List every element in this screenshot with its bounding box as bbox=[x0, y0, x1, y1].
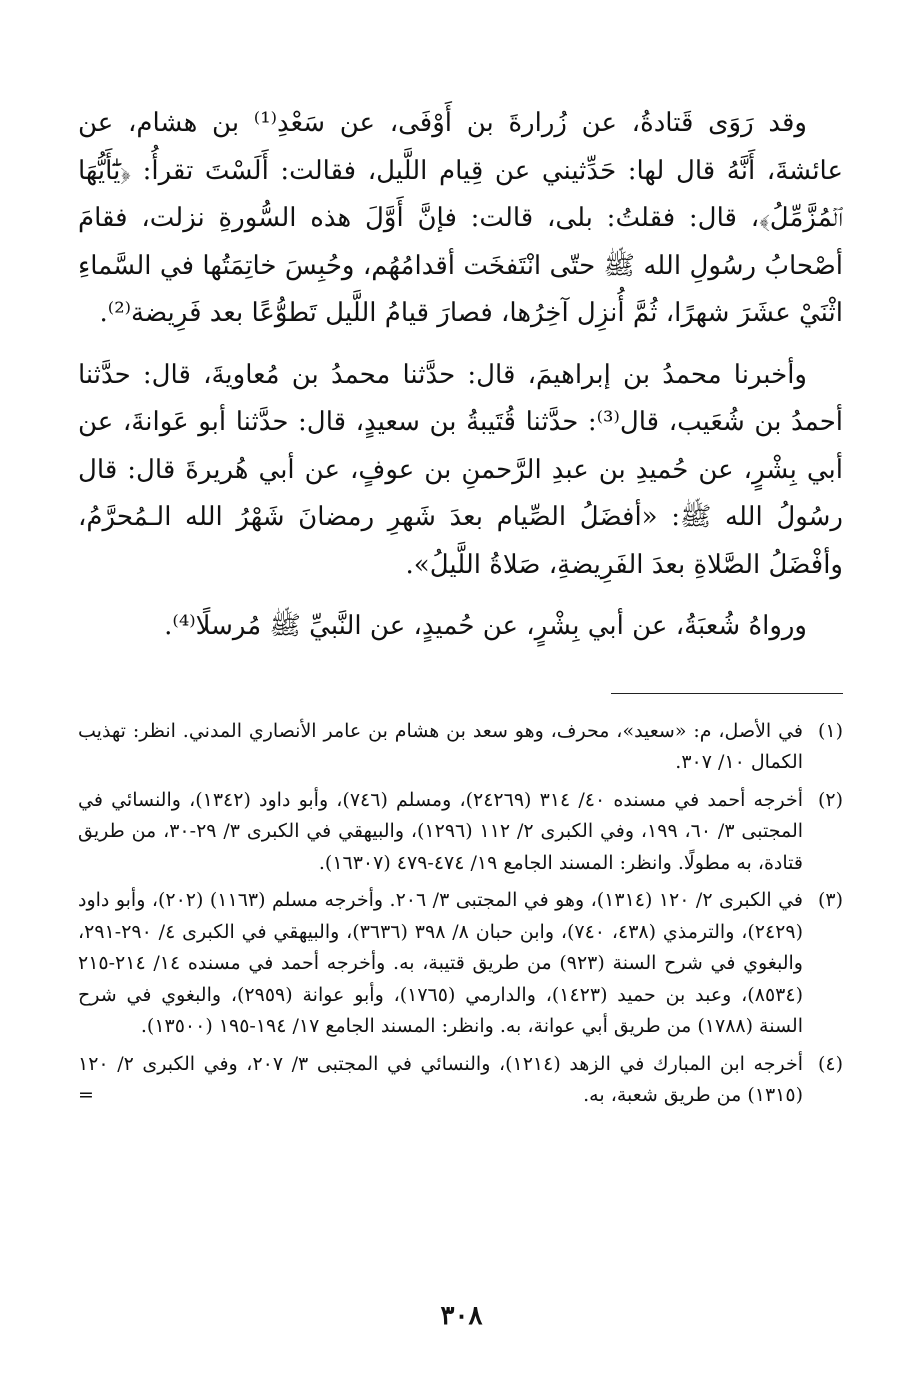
footnote-3 bbox=[78, 885, 843, 1043]
footnote-1 bbox=[78, 716, 843, 779]
main-text bbox=[78, 100, 843, 651]
book-page bbox=[78, 100, 843, 1373]
footnotes bbox=[78, 716, 843, 1112]
footnote-number: (١) bbox=[817, 719, 843, 742]
page-number: ٣٠٨ bbox=[440, 1301, 483, 1331]
footnote-text: أخرجه ابن المبارك في الزهد (١٢١٤)، والنسائي في المجتبى ٣/ ٢٠٧، وفي الكبرى ٢/ ١٢٠ (١٣١٥) من طريق شعبة، به. bbox=[78, 1052, 803, 1106]
footnote-continuation-mark: = bbox=[78, 1084, 94, 1106]
main-paragraph-1: وقد رَوَى قَتادةُ، عن زُرارةَ بن أَوْفَى، عن سَعْدِ⁽¹⁾ بن هشام، عن عائشةَ، أَنَّهُ قال لها: حَدِّثيني عن قِيام اللَّيل، فقالت: أَلَسْتَ تقرأُ: ﴿يَٰٓأَيُّهَا ٱلۡمُزَّمِّلُ﴾، قال: فقلتُ: بلى، قالت: فإنَّ أَوَّلَ هذه السُّورةِ نزلت، فقامَ أصْحابُ رسُولِ الله ﷺ حتّى انْتَفخَت أقدامُهُم، وحُبِسَ خاتِمَتُها في السَّماءِ اثْنَيْ عشَرَ شهرًا، ثُمَّ أُنزِل آخِرُها، فصارَ قيامُ اللَّيل تَطوُّعًا بعد فَرِيضة⁽²⁾. bbox=[78, 108, 843, 328]
footnote-text: أخرجه أحمد في مسنده ٤٠/ ٣١٤ (٢٤٢٦٩)، ومسلم (٧٤٦)، وأبو داود (١٣٤٢)، والنسائي في المجتبى ٣/ ٦٠، ١٩٩، وفي الكبرى ٢/ ١١٢ (١٢٩٦)، والبيهقي في الكبرى ٣/ ٢٩-٣٠، من طريق قتادة، به مطولًا. وانظر: المسند الجامع ١٩/ ٤٧٤-٤٧٩ (١٦٣٠٧). bbox=[78, 788, 804, 874]
footnote-4 bbox=[78, 1049, 843, 1112]
footnote-number: (٣) bbox=[817, 889, 843, 911]
footnote-number: (٤) bbox=[817, 1052, 843, 1075]
footnote-number: (٢) bbox=[817, 788, 843, 811]
footnote-separator bbox=[611, 693, 843, 694]
footnote-text: في الكبرى ٢/ ١٢٠ (١٣١٤)، وهو في المجتبى ٣/ ٢٠٦. وأخرجه مسلم (١١٦٣) (٢٠٢)، وأبو داود (٢٤٢٩)، والترمذي (٤٣٨، ٧٤٠)، وابن حبان ٨/ ٣٩٨ (٣٦٣٦)، والبيهقي في الكبرى ٤/ ٢٩٠-٢٩١، والبغوي في شرح السنة (٩٢٣) من طريق قتيبة، به. وأخرجه أحمد في مسنده ١٤/ ٢١٤-٢١٥ (٨٥٣٤)، وعبد بن حميد (١٤٢٣)، والدارمي (١٧٦٥)، وأبو عوانة (٢٩٥٩)، والبغوي في شرح السنة (١٧٨٨) من طريق أبي عوانة، به. وانظر: المسند الجامع ١٧/ ١٩٤-١٩٥ (١٣٥٠٠). bbox=[78, 889, 804, 1037]
main-paragraph-3: ورواهُ شُعبَةُ، عن أبي بِشْرٍ، عن حُميدٍ، عن النَّبيِّ ﷺ مُرسلًا⁽⁴⁾. bbox=[164, 611, 807, 641]
footnote-text: في الأصل، م: «سعيد»، محرف، وهو سعد بن هشام بن عامر الأنصاري المدني. انظر: تهذيب الكمال ١٠/ ٣٠٧. bbox=[78, 719, 803, 773]
main-paragraph-2: وأخبرنا محمدُ بن إبراهيمَ، قال: حدَّثنا محمدُ بن مُعاويةَ، قال: حدَّثنا أحمدُ بن شُعَيب، قال⁽³⁾: حدَّثنا قُتَيبةُ بن سعيدٍ، قال: حدَّثنا أبو عَوانةَ، عن أبي بِشْرٍ، عن حُميدِ بن عبدِ الرَّحمنِ بن عوفٍ، عن أبي هُريرةَ قال: قال رسُولُ الله ﷺ: «أفضَلُ الصِّيام بعدَ شَهرِ رمضانَ شَهْرُ الله الـمُحرَّمُ، وأفْضَلُ الصَّلاةِ بعدَ الفَرِيضةِ، صَلاةُ اللَّيلُ». bbox=[78, 359, 843, 580]
footnote-2 bbox=[78, 785, 843, 880]
